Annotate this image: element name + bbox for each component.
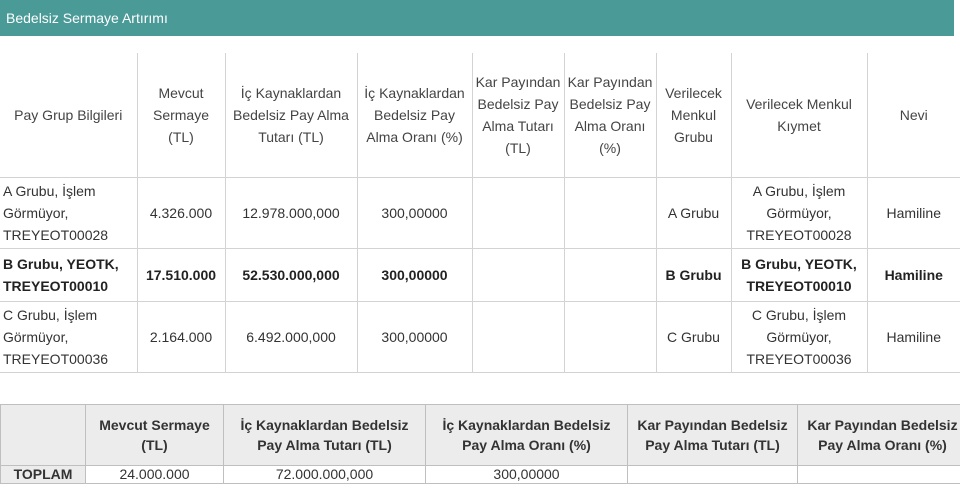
table-row bbox=[0, 178, 960, 249]
table-cell: C Grubu, İşlem Görmüyor, TREYEOT00036 bbox=[0, 302, 137, 373]
col-header bbox=[1, 405, 86, 466]
table-cell: Hamiline bbox=[867, 302, 960, 373]
table-cell: A Grubu, İşlem Görmüyor, TREYEOT00028 bbox=[731, 178, 867, 249]
table-cell: 300,00000 bbox=[357, 249, 472, 302]
total-table bbox=[0, 404, 960, 484]
table-header-row bbox=[1, 405, 960, 466]
table-cell: 4.326.000 bbox=[137, 178, 225, 249]
table-cell: B Grubu, YEOTK, TREYEOT00010 bbox=[731, 249, 867, 302]
table-row bbox=[0, 249, 960, 302]
col-header: Kar Payından Bedelsiz Pay Alma Tutarı (TL) bbox=[628, 405, 798, 466]
table-cell: 300,00000 bbox=[357, 178, 472, 249]
table-cell bbox=[564, 178, 656, 249]
table-cell: 300,00000 bbox=[426, 466, 628, 484]
table-cell bbox=[564, 249, 656, 302]
col-header: İç Kaynaklardan Bedelsiz Pay Alma Oranı (%) bbox=[357, 53, 472, 178]
col-header: Kar Payından Bedelsiz Pay Alma Oranı (%) bbox=[564, 53, 656, 178]
col-header: Mevcut Sermaye (TL) bbox=[137, 53, 225, 178]
table-cell: A Grubu bbox=[656, 178, 731, 249]
table-cell: 12.978.000,000 bbox=[225, 178, 357, 249]
pay-grup-table bbox=[0, 53, 960, 373]
table-cell: 2.164.000 bbox=[137, 302, 225, 373]
col-header: Kar Payından Bedelsiz Pay Alma Oranı (%) bbox=[798, 405, 960, 466]
table-row bbox=[0, 302, 960, 373]
col-header: Verilecek Menkul Grubu bbox=[656, 53, 731, 178]
table-header-row bbox=[0, 53, 960, 178]
table-cell bbox=[472, 249, 564, 302]
table-cell: 72.000.000,000 bbox=[224, 466, 426, 484]
table-cell: Hamiline bbox=[867, 249, 960, 302]
table-cell bbox=[472, 178, 564, 249]
total-label: TOPLAM bbox=[1, 466, 86, 484]
col-header: Mevcut Sermaye (TL) bbox=[86, 405, 224, 466]
table-cell: 6.492.000,000 bbox=[225, 302, 357, 373]
table-cell: C Grubu, İşlem Görmüyor, TREYEOT00036 bbox=[731, 302, 867, 373]
table-cell bbox=[472, 302, 564, 373]
col-header: Verilecek Menkul Kıymet bbox=[731, 53, 867, 178]
table-cell: 17.510.000 bbox=[137, 249, 225, 302]
col-header: İç Kaynaklardan Bedelsiz Pay Alma Tutarı (TL) bbox=[225, 53, 357, 178]
col-header: Nevi bbox=[867, 53, 960, 178]
col-header: İç Kaynaklardan Bedelsiz Pay Alma Oranı (%) bbox=[426, 405, 628, 466]
table-cell bbox=[628, 466, 798, 484]
table-cell: A Grubu, İşlem Görmüyor, TREYEOT00028 bbox=[0, 178, 137, 249]
table-cell: 52.530.000,000 bbox=[225, 249, 357, 302]
section-title: Bedelsiz Sermaye Artırımı bbox=[0, 0, 954, 36]
col-header: Kar Payından Bedelsiz Pay Alma Tutarı (TL) bbox=[472, 53, 564, 178]
table-cell: 300,00000 bbox=[357, 302, 472, 373]
table-cell: C Grubu bbox=[656, 302, 731, 373]
table-cell: 24.000.000 bbox=[86, 466, 224, 484]
total-row bbox=[1, 466, 960, 484]
col-header: İç Kaynaklardan Bedelsiz Pay Alma Tutarı (TL) bbox=[224, 405, 426, 466]
table-cell: B Grubu, YEOTK, TREYEOT00010 bbox=[0, 249, 137, 302]
table-cell bbox=[564, 302, 656, 373]
table-cell bbox=[798, 466, 960, 484]
table-cell: B Grubu bbox=[656, 249, 731, 302]
col-header: Pay Grup Bilgileri bbox=[0, 53, 137, 178]
table-cell: Hamiline bbox=[867, 178, 960, 249]
